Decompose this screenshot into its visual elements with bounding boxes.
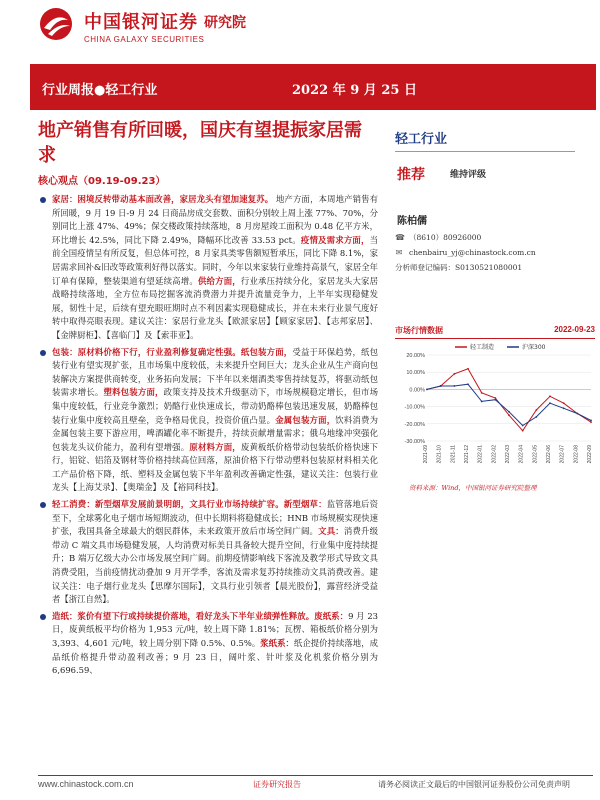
chart-data-point (481, 392, 483, 394)
chart-legend-label: 沪深300 (522, 344, 546, 351)
page-header (0, 0, 600, 52)
chart-data-point (426, 389, 428, 391)
analyst-email[interactable] (395, 248, 595, 257)
bullet-dot-icon (40, 502, 46, 508)
chart-date: 2022-09-23 (554, 325, 595, 334)
bullet-body: 纸企提价持续落地，成品纸价格提升带动盈利改善；9 月 23 日，阔叶浆、针叶浆及化机浆价格分别为 6,696.59、 (52, 638, 378, 676)
bullet-sub-lead: 废纸系： (314, 610, 349, 621)
bullet-dot-icon (40, 614, 46, 620)
chart-y-tick-label: -20.00% (404, 421, 425, 428)
analyst-cert-text: 分析师登记编码：S0130521080001 (395, 263, 523, 272)
galaxy-bank-logo-icon (36, 6, 76, 42)
industry-label: 轻工行业 (395, 128, 575, 152)
chart-data-point (590, 419, 592, 421)
chart-x-tick-label: 2022-04 (518, 445, 525, 464)
bullet-light-consumer (38, 498, 378, 607)
bullet-body: 行业承压持续分化，家居龙头大家居战略持续落地，全方位布局挖掘客流消费潜力并提升流量竞争力，上半年实现稳健发展，韧性十足，后续有望充眼旺期时点不利因素实现稳健成长，并在未来行业景气度好转中取得亮眼表现。建议关注：家居行业龙头【欧派家居】【顾家家居】、【志邦家居】、【金牌厨柜】、【喜临门】及【索菲亚】。 (52, 275, 379, 340)
report-banner (30, 64, 596, 110)
bullet-lead: 轻工消费：新型烟草发展前景明朗，文具行业市场持续扩容。 (52, 499, 284, 510)
bullet-sub-lead: 原材料方面， (189, 441, 241, 452)
chart-source: 资料来源：Wind，中国银河证券研究院整理 (409, 484, 537, 492)
chart-data-point (549, 402, 551, 404)
bullet-body: 9 月 23 日，废黄纸板平均价格为 1,953 元/吨，较上周下降 1.81%；瓦楞、箱板纸价格分别为 3,393、4,601 元/吨，较上周分别下降 0.5%、0.5%。 (52, 610, 379, 648)
chart-data-point (563, 402, 565, 404)
chart-data-point (508, 411, 510, 413)
chart-title: 市场行情数据 (395, 326, 443, 335)
chart-data-point (563, 407, 565, 409)
chart-y-tick-label: 0.00% (409, 387, 425, 394)
bullet-lead: 家居：困境反转带动基本面改善，家居龙头有望加速复苏。 (52, 194, 274, 204)
chart-x-tick-label: 2022-07 (559, 445, 566, 464)
bullet-body: 废黄板纸价格带动包装纸价格快速下行，铝锭、铝箔及钢材等价格持续高位回落，原油价格下行带动塑料包装原材料相关化工产品价格下降，纸、塑料及金属包装下半年盈利改善确定性强，建议关注：包装行业龙头【上海艾录】、【奥瑞金】及【裕同科技】。 (52, 441, 379, 493)
chart-legend-label: 轻工制造 (470, 344, 495, 351)
chart-x-tick-label: 2022-08 (573, 445, 580, 464)
analyst-block (395, 212, 595, 273)
company-name (84, 8, 204, 44)
bullet-sub-lead: 纸包装方面， (240, 346, 293, 357)
bullet-sub-lead: 浆纸系： (260, 638, 294, 648)
bullet-sub-lead: 金属包装方面， (275, 414, 336, 425)
chart-data-point (535, 409, 537, 411)
chart-data-point (467, 368, 469, 370)
chart-x-tick-label: 2022-01 (477, 445, 484, 464)
footer-disclaimer: 请务必阅读正文最后的中国银河证券股份公司免责声明 (378, 780, 570, 789)
rating-row (395, 164, 595, 184)
chart-x-tick-label: 2021-09 (423, 445, 429, 464)
chart-series-line (427, 369, 591, 431)
analyst-phone-text: （8610）80926000 (409, 233, 482, 242)
chart-data-point (576, 413, 578, 415)
chart-y-tick-label: 20.00% (406, 353, 425, 359)
chart-y-tick-label: -30.00% (404, 439, 425, 445)
chart-x-tick-label: 2022-06 (546, 445, 552, 464)
chart-x-tick-label: 2021-12 (464, 445, 470, 464)
chart-data-point (453, 373, 455, 375)
chart-x-tick-label: 2022-02 (491, 445, 498, 464)
company-name-en: CHINA GALAXY SECURITIES (84, 35, 205, 44)
rating-note: 维持评级 (450, 170, 487, 180)
main-content (38, 118, 378, 681)
analyst-phone (395, 232, 595, 243)
bullet-lead: 包装：原材料价格下行，行业盈利修复确定性强。 (52, 346, 241, 357)
chart-data-point (549, 395, 551, 397)
chart-x-tick-label: 2021-10 (436, 445, 443, 464)
chart-data-point (508, 414, 510, 416)
bullet-list (38, 193, 378, 678)
analyst-name: 陈柏儒 (397, 216, 427, 227)
chart-plot (395, 341, 595, 481)
bullet-packaging (38, 346, 378, 496)
bullet-body: 监管落地后资至下，全球雾化电子烟市场短期波动，但中长期料将稳健成长；HNB 市场规模实现快速扩张，我国具备全球最大的烟民群体，未来政策开放后市场空间广阔。 (52, 499, 379, 537)
bullet-dot-icon (40, 197, 46, 203)
chart-data-point (481, 401, 483, 403)
chart-y-tick-label: -10.00% (404, 404, 425, 411)
report-type: 行业周报●轻工行业 (42, 83, 158, 98)
bullet-body: 受益于环保趋势，纸包装行业有望实现扩张，且市场集中度较低，未来提升空间巨大；龙头企业从生产商向包装解决方案提供商转变，业务拓向发展；下半年以来烟酒类零售持续复苏，将驱动纸包装需求增长。 (52, 346, 379, 398)
chart-header (395, 325, 595, 339)
chart-data-point (440, 385, 442, 387)
institute-label: 研究院 (204, 15, 246, 31)
bullet-sub-lead: 新型烟草： (283, 499, 327, 510)
bullet-body: 当前全国疫情呈有所反复，但总体可控，8 月家具类零售额短暂承压，同比下降 8.1%，家居需求回补&旧改等政策利好得以落实。同时，今年以来家装行业维持高景气，家居全年订单有保障，整装渠道有望延续高增。 (52, 234, 378, 286)
bullet-sub-lead: 疫情及需求方面， (300, 234, 370, 245)
chart-x-tick-label: 2021-11 (450, 445, 457, 463)
bullet-dot-icon (40, 350, 46, 356)
chart-data-point (467, 383, 469, 385)
analyst-email-text[interactable]: chenbairu_yj@chinastock.com.cn (409, 248, 536, 257)
chart-data-point (535, 416, 537, 418)
chart-data-point (522, 425, 524, 427)
report-date: 2022 年 9 月 25 日 (292, 83, 417, 98)
chart-y-tick-label: 10.00% (406, 370, 425, 377)
page-title: 地产销售有所回暖，国庆有望提振家居需求 (38, 120, 362, 166)
bullet-body: 地产方面，本周地产销售有所回暖，9 月 19 日-9 月 24 日商品房成交套数、面积分别较上周上涨 77%、70%，分别同比上涨 47%、49%；保交楼政策持续落地，8 月房屋竣工面积为 0.48 亿平方米，环比增长 42.5%，同比下降 2.49%，降幅环比改善 33.53 pct。 (52, 194, 379, 245)
chart-data-point (453, 385, 455, 387)
rating-value: 推荐 (397, 167, 425, 183)
bullet-sub-lead: 塑料包装方面， (103, 387, 164, 398)
bullet-body: 消费升级带动 C 端文具市场稳健发展，人均消费对标美日具备较大提升空间，行业集中度持续提升；B 端万亿级大办公市场发展空间广阔。前期疫情影响线下客流及教学形式导致文具消费受阻，当前疫情扰动叠加 9 月开学季，客流及需求复苏持续推动文具消费改善。建议关注：电子烟行业龙头【思摩尔国际】，文具行业引领者【晨光股份】，露营经济受益者【浙江自然】。 (52, 526, 379, 605)
bullet-sub-lead: 供给方面， (197, 275, 241, 286)
footer-divider (38, 775, 593, 776)
chart-data-point (494, 397, 496, 399)
phone-icon: ☎ (395, 232, 405, 242)
chart-data-point (590, 421, 592, 423)
bullet-body: 政策支持及技术升级驱动下，市场规模稳定增长，但市场集中度较低，行业竞争激烈；奶酪行业快速成长，带动奶酪棒包装迅速发展，奶酪棒包装行业集中度较高且壁垒，竞争格局优良，投资价值凸显。 (52, 387, 379, 425)
bullet-body: 饮料消费为金属包装主要下游应用，啤酒罐化率不断提升，持续贡献增量需求；俄乌地缘冲突强化包装龙头议价能力，盈利有望增强。 (52, 414, 379, 452)
chart-data-point (494, 399, 496, 401)
chart-x-tick-label: 2022-05 (532, 445, 539, 464)
company-name-cn: 中国银河证券 (84, 12, 198, 33)
bullet-sub-lead: 文具： (318, 526, 344, 537)
chart-x-tick-label: 2022-03 (505, 445, 511, 464)
bullet-home-furnishing (38, 193, 378, 343)
footer-website[interactable]: www.chinastock.com.cn (38, 779, 134, 789)
footer-doc-type: 证券研究报告 (253, 780, 301, 789)
core-view-heading: 核心观点（09.19-09.23） (38, 176, 166, 187)
market-chart (395, 325, 595, 495)
analyst-cert (395, 262, 595, 273)
side-panel (395, 128, 595, 273)
chart-data-point (522, 430, 524, 432)
bullet-paper (38, 610, 378, 678)
chart-x-tick-label: 2022-09 (587, 445, 593, 464)
bullet-lead: 造纸：浆价有望下行或持续提价落地，看好龙头下半年业绩弹性释放。 (52, 610, 315, 621)
email-icon: ✉ (395, 247, 403, 257)
